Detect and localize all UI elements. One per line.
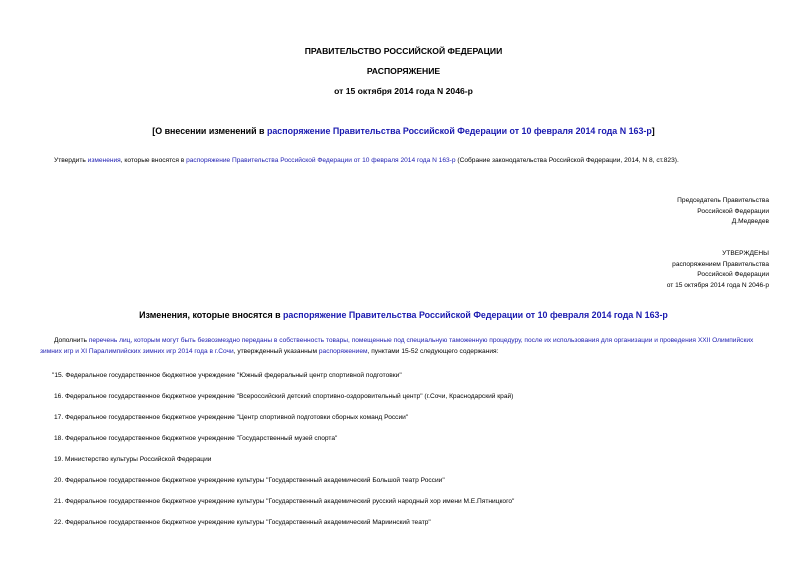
list-item: 20. Федеральное государственное бюджетное учреждение культуры "Государственный академический Большой театр России"	[54, 477, 445, 484]
title-prefix: [О внесении изменений в	[152, 126, 267, 136]
signature-line-1: Председатель Правительства	[677, 197, 769, 204]
document-date-heading: от 15 октября 2014 года N 2046-р	[334, 86, 473, 96]
list-item: "15. Федеральное государственное бюджетное учреждение "Южный федеральный центр спортивной подготовки"	[52, 372, 402, 379]
changes-title-decree-link[interactable]: распоряжение Правительства Российской Федерации от 10 февраля 2014 года N 163-р	[283, 310, 668, 320]
changes-title-prefix: Изменения, которые вносятся в	[139, 310, 284, 320]
supplement-text-2: , утвержденный указанным	[233, 347, 319, 355]
list-item: 17. Федеральное государственное бюджетное учреждение "Центр спортивной подготовки сборных команд России"	[54, 414, 409, 421]
intro-changes-link[interactable]: изменения	[87, 157, 121, 164]
approval-block	[667, 249, 769, 291]
title-decree-link[interactable]: распоряжение Правительства Российской Федерации от 10 февраля 2014 года N 163-р	[266, 126, 652, 136]
supplement-decree-link[interactable]: распоряжением	[318, 347, 368, 355]
list-item: 19. Министерство культуры Российской Федерации	[54, 456, 212, 463]
intro-paragraph	[54, 157, 679, 164]
government-heading: ПРАВИТЕЛЬСТВО РОССИЙСКОЙ ФЕДЕРАЦИИ	[304, 46, 503, 56]
list-item: 18. Федеральное государственное бюджетное учреждение "Государственный музей спорта"	[54, 435, 338, 442]
list-item: 22. Федеральное государственное бюджетное учреждение культуры "Государственный академический Мариинский театр"	[54, 519, 431, 526]
supplement-text-3: , пунктами 15-52 следующего содержания:	[367, 347, 499, 355]
supplement-list-link[interactable]: перечень лиц, которым могут быть безвозмездно переданы в собственность товары, помещенные под специальную таможенную процедуру, после их использования для организации и проведения XXII Олимпийских зимних игр и XI Паралимпийских зимних игр 2014 года в г.Сочи	[40, 337, 754, 355]
document-title	[0, 126, 807, 136]
supplement-paragraph	[40, 336, 772, 358]
document-type-heading: РАСПОРЯЖЕНИЕ	[366, 66, 441, 76]
list-item: 16. Федеральное государственное бюджетное учреждение "Всероссийский детский спортивно-оздоровительный центр" (г.Сочи, Краснодарский край)	[54, 393, 514, 400]
signature-line-3: Д.Медведев	[731, 218, 769, 226]
signature-line-2: Российской Федерации	[697, 207, 769, 215]
approval-line-1: УТВЕРЖДЕНЫ	[722, 250, 769, 257]
intro-text-3: (Собрание законодательства Российской Федерации, 2014, N 8, ст.823).	[455, 157, 679, 164]
changes-title	[0, 310, 807, 320]
supplement-text-1: Дополнить	[54, 337, 89, 344]
approval-line-3: Российской Федерации	[697, 271, 769, 279]
intro-text-1: Утвердить	[54, 157, 88, 164]
intro-decree-link[interactable]: распоряжение Правительства Российской Федерации от 10 февраля 2014 года N 163-р	[186, 157, 456, 164]
intro-text-2: , которые вносятся в	[120, 157, 187, 164]
approval-line-4: от 15 октября 2014 года N 2046-р	[666, 281, 769, 289]
approval-line-2: распоряжением Правительства	[672, 260, 769, 268]
signature-block	[677, 196, 769, 228]
list-item: 21. Федеральное государственное бюджетное учреждение культуры "Государственный академический русский народный хор имени М.Е.Пятницкого"	[54, 498, 515, 505]
title-suffix: ]	[651, 126, 655, 136]
